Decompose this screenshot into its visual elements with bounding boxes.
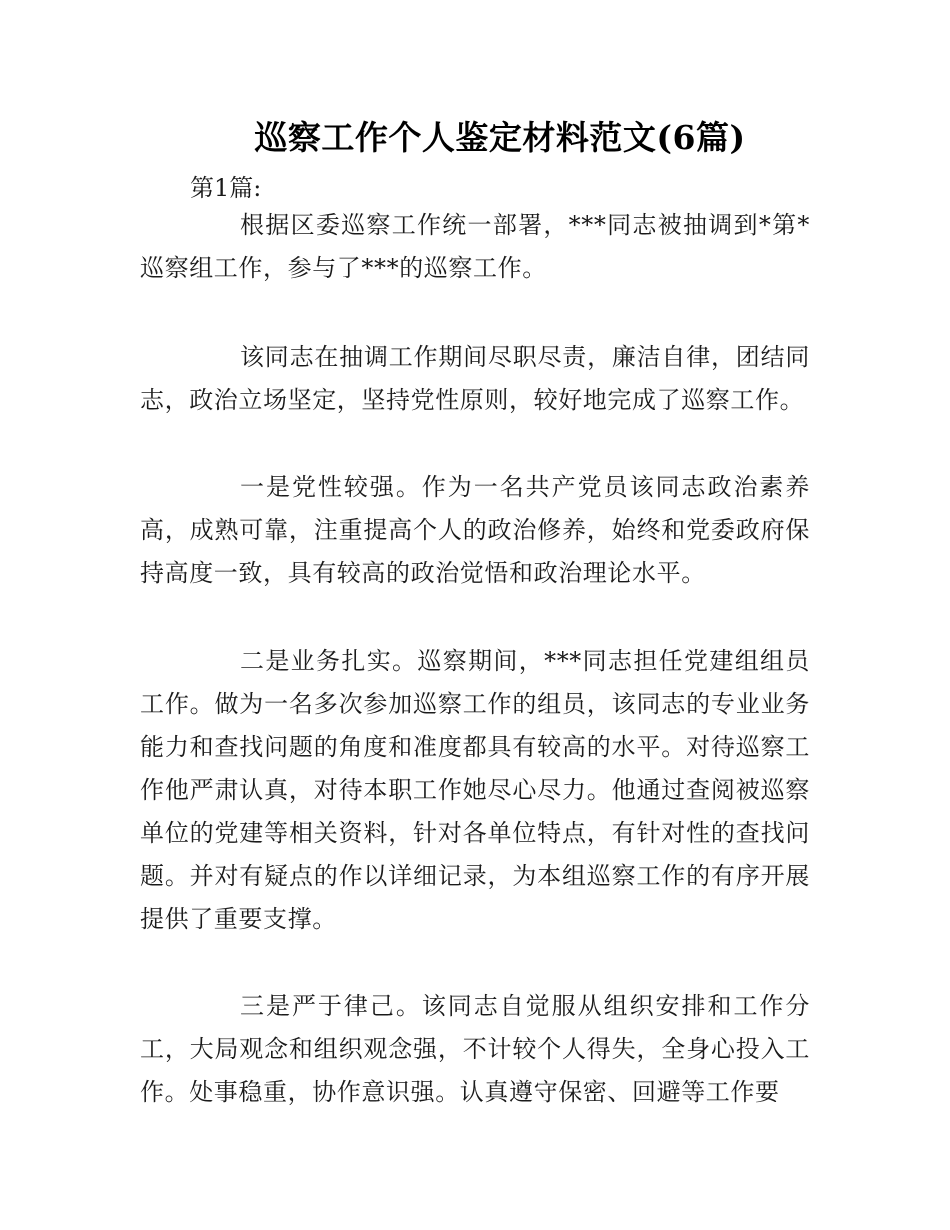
paragraph-5: 三是严于律己。该同志自觉服从组织安排和工作分工，大局观念和组织观念强，不计较个人得失，全身心投入工作。处事稳重，协作意识强。认真遵守保密、回避等工作要 <box>140 992 810 1106</box>
document-title: 巡察工作个人鉴定材料范文(6篇) <box>254 118 746 157</box>
section-label: 第1篇: <box>190 174 262 202</box>
paragraph-2: 该同志在抽调工作期间尽职尽责，廉洁自律，团结同志，政治立场坚定，坚持党性原则，较好地完成了巡察工作。 <box>140 343 810 414</box>
paragraph-4: 二是业务扎实。巡察期间，***同志担任党建组组员工作。做为一名多次参加巡察工作的组员，该同志的专业业务能力和查找问题的角度和准度都具有较高的水平。对待巡察工作他严肃认真，对待本职工作她尽心尽力。他通过查阅被巡察单位的党建等相关资料，针对各单位特点，有针对性的查找问题。并对有疑点的作以详细记录，为本组巡察工作的有序开展提供了重要支撑。 <box>140 647 810 933</box>
paragraph-1: 根据区委巡察工作统一部署，***同志被抽调到*第*巡察组工作，参与了***的巡察工作。 <box>140 211 810 282</box>
paragraph-3: 一是党性较强。作为一名共产党员该同志政治素养高，成熟可靠，注重提高个人的政治修养，始终和党委政府保持高度一致，具有较高的政治觉悟和政治理论水平。 <box>140 473 810 587</box>
